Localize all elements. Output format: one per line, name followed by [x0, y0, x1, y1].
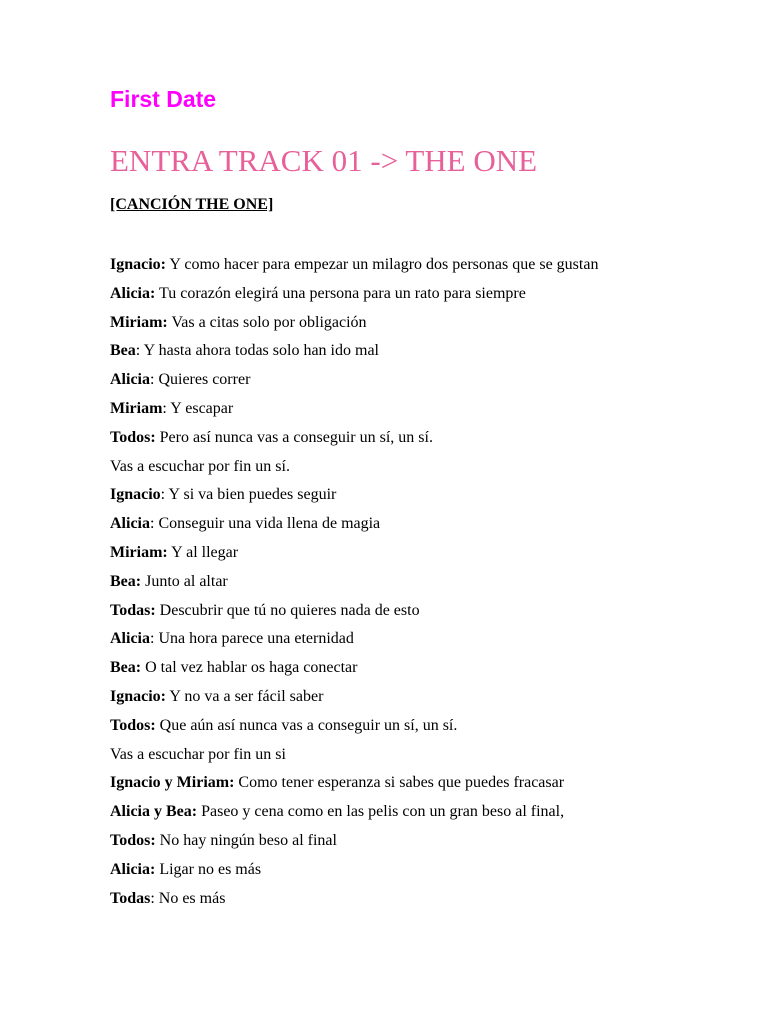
lyric-text: Como tener esperanza si sabes que puedes fracasar [234, 774, 565, 792]
speaker-name: Todos: [110, 716, 156, 734]
speaker-name: Miriam: [110, 543, 168, 561]
lyric-line [110, 510, 730, 539]
speaker-name: Alicia y Bea: [110, 803, 198, 821]
lyric-line [110, 366, 730, 395]
lyric-text: Vas a citas solo por obligación [167, 313, 367, 331]
lyric-text: Junto al altar [141, 572, 228, 590]
speaker-name: Bea: [110, 572, 142, 590]
lyric-line [110, 424, 730, 453]
lyric-text: : Y si va bien puedes seguir [160, 486, 337, 504]
lyric-text: Pero así nunca vas a conseguir un sí, un sí. [155, 428, 433, 446]
lyric-text: Vas a escuchar por fin un si [110, 745, 286, 763]
speaker-name: Alicia [110, 371, 150, 389]
speaker-name: Ignacio y Miriam: [110, 774, 235, 792]
lyric-line [110, 769, 730, 798]
speaker-name: Alicia [110, 515, 150, 533]
lyric-line [110, 712, 730, 741]
speaker-name: Todas [110, 889, 151, 907]
lyric-line [110, 395, 730, 424]
lyric-line [110, 741, 730, 770]
speaker-name: Ignacio [110, 486, 161, 504]
lyric-text: Paseo y cena como en las pelis con un gran beso al final, [197, 803, 565, 821]
lyric-line [110, 453, 730, 482]
lyric-text: : Y hasta ahora todas solo han ido mal [135, 342, 379, 360]
speaker-name: Miriam: [110, 313, 168, 331]
song-label: [CANCIÓN THE ONE] [110, 196, 274, 213]
speaker-name: Bea [110, 342, 136, 360]
lyric-line [110, 856, 730, 885]
speaker-name: Alicia: [110, 284, 156, 302]
lyric-line [110, 251, 620, 280]
lyric-text: : Una hora parece una eternidad [150, 630, 354, 648]
speaker-name: Bea: [110, 659, 142, 677]
lyric-line [110, 280, 730, 309]
lyric-line [110, 337, 730, 366]
lyric-text: Tu corazón elegirá una persona para un rato para siempre [155, 284, 526, 302]
speaker-name: Ignacio: [110, 687, 166, 705]
lyric-line [110, 309, 730, 338]
lyric-text: Ligar no es más [155, 860, 262, 878]
lyric-text: : Quieres correr [150, 371, 251, 389]
speaker-name: Alicia: [110, 860, 156, 878]
lyric-text: : Conseguir una vida llena de magia [150, 515, 381, 533]
lyric-text: Vas a escuchar por fin un sí. [110, 457, 290, 475]
lyric-text: O tal vez hablar os haga conectar [141, 659, 358, 677]
document-title: First Date [110, 86, 217, 112]
lyric-text: Y como hacer para empezar un milagro dos personas que se gustan [166, 256, 599, 273]
speaker-name: Miriam [110, 399, 163, 417]
lyric-line [110, 597, 730, 626]
lyric-line [110, 625, 730, 654]
lyric-text: Y al llegar [167, 543, 239, 561]
lyric-line [110, 827, 730, 856]
lyric-text: No hay ningún beso al final [155, 831, 337, 849]
lyric-line [110, 683, 730, 712]
lyric-line [110, 539, 730, 568]
speaker-name: Todos: [110, 428, 156, 446]
speaker-name: Todas: [110, 601, 156, 619]
lyrics-list [110, 251, 730, 913]
lyric-text: : Y escapar [162, 399, 234, 417]
lyric-text: Y no va a ser fácil saber [166, 687, 324, 705]
lyric-text: Descubrir que tú no quieres nada de esto [155, 601, 420, 619]
speaker-name: Ignacio: [110, 256, 166, 273]
lyric-text: Que aún así nunca vas a conseguir un sí, un sí. [155, 716, 458, 734]
lyric-line [110, 654, 730, 683]
speaker-name: Alicia [110, 630, 150, 648]
track-heading: ENTRA TRACK 01 -> THE ONE [110, 143, 538, 178]
lyric-text: : No es más [150, 889, 226, 907]
lyric-line [110, 481, 730, 510]
lyric-line [110, 885, 730, 914]
lyric-line [110, 568, 730, 597]
speaker-name: Todos: [110, 831, 156, 849]
lyric-line [110, 798, 730, 827]
